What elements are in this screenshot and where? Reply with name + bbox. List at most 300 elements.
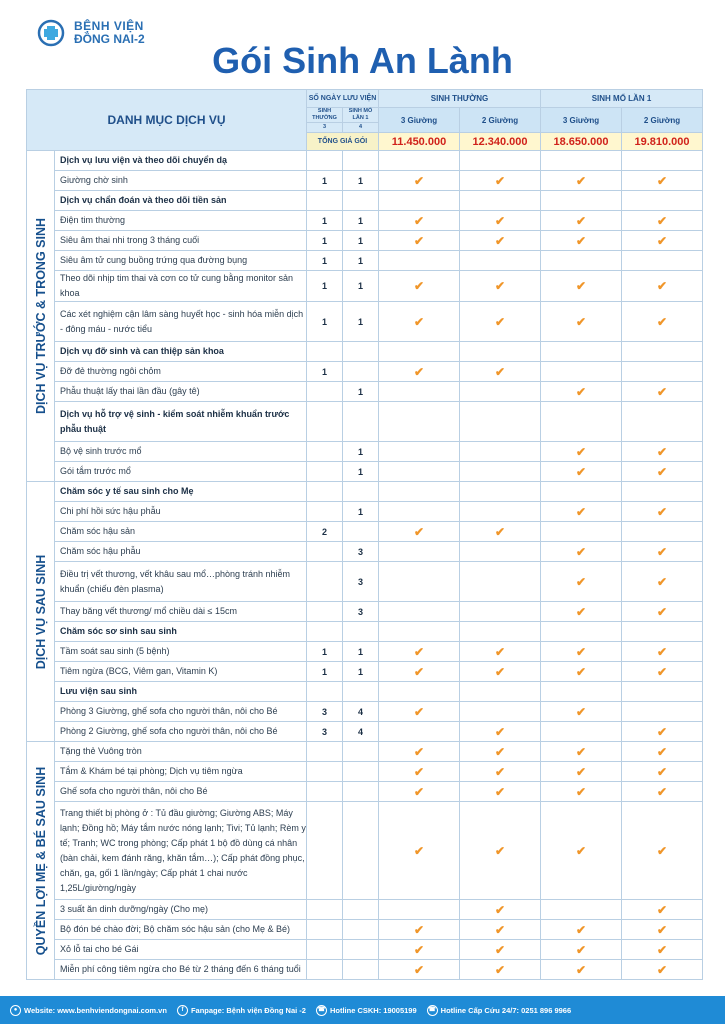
empty-cell [379,502,460,522]
price: 11.450.000 [379,133,460,151]
days-csection-cell: 1 [343,462,379,482]
service-name: Tắm & Khám bé tại phòng; Dịch vụ tiêm ngừa [55,762,307,782]
section-label: QUYỀN LỢI MẸ & BÉ SAU SINH [33,766,48,955]
subsection-title: Dịch vụ đỡ sinh và can thiệp sản khoa [55,342,307,362]
check-icon: ✔ [541,642,622,662]
group-csection-header: SINH MỔ LẦN 1 [541,90,703,108]
days-normal-label: SINH THƯỜNG [307,108,343,123]
days-header: SỐ NGÀY LƯU VIỆN [307,90,379,108]
empty-cell [460,682,541,702]
empty-cell [460,251,541,271]
days-csection-cell: 1 [343,662,379,682]
empty-cell [622,251,703,271]
days-normal-cell [307,502,343,522]
days-csection-cell [343,802,379,900]
days-normal-cell [307,782,343,802]
check-icon: ✔ [379,302,460,342]
empty-cell [379,562,460,602]
empty-cell [343,482,379,502]
days-normal-cell [307,940,343,960]
price: 12.340.000 [460,133,541,151]
empty-cell [622,682,703,702]
days-csection-cell: 1 [343,502,379,522]
days-normal-cell [307,562,343,602]
days-csection-cell: 1 [343,271,379,302]
page-title: Gói Sinh An Lành [212,40,513,81]
check-icon: ✔ [460,900,541,920]
empty-cell [460,622,541,642]
check-icon: ✔ [541,302,622,342]
check-icon: ✔ [460,642,541,662]
empty-cell [379,382,460,402]
empty-cell [307,151,343,171]
check-icon: ✔ [379,802,460,900]
check-icon: ✔ [622,642,703,662]
check-icon: ✔ [460,722,541,742]
service-name: Điều trị vết thương, vết khâu sau mổ…phòng tránh nhiễm khuẩn (chiếu đèn plasma) [55,562,307,602]
service-name: Phòng 3 Giường, ghế sofa cho người thân, nôi cho Bé [55,702,307,722]
days-normal-cell: 1 [307,642,343,662]
empty-cell [460,382,541,402]
days-csection-cell: 1 [343,642,379,662]
subsection-title: Dịch vụ chẩn đoán và theo dõi tiền sản [55,191,307,211]
check-icon: ✔ [622,271,703,302]
check-icon: ✔ [379,702,460,722]
logo-line1: BỆNH VIỆN [74,19,144,33]
service-name: Giường chờ sinh [55,171,307,191]
phone-icon: ☎ [427,1005,438,1016]
table-row [27,211,703,231]
check-icon: ✔ [379,920,460,940]
empty-cell [541,722,622,742]
check-icon: ✔ [541,940,622,960]
subsection-title: Dịch vụ lưu viện và theo dõi chuyển dạ [55,151,307,171]
check-icon: ✔ [622,382,703,402]
service-name: Chăm sóc hậu phẫu [55,542,307,562]
days-normal-cell [307,742,343,762]
empty-cell [622,151,703,171]
check-icon: ✔ [541,662,622,682]
days-csection-cell [343,920,379,940]
section-label: DỊCH VỤ TRƯỚC & TRONG SINH [33,217,48,415]
check-icon: ✔ [541,562,622,602]
check-icon: ✔ [541,802,622,900]
service-name: Chi phí hồi sức hậu phẫu [55,502,307,522]
check-icon: ✔ [379,782,460,802]
subsection-title: Chăm sóc y tế sau sinh cho Mẹ [55,482,307,502]
check-icon: ✔ [379,171,460,191]
days-normal-cell [307,462,343,482]
empty-cell [379,151,460,171]
empty-cell [541,522,622,542]
empty-cell [541,362,622,382]
footer-website[interactable]: ● Website: www.benhviendongnai.com.vn [10,1005,167,1016]
days-csection-cell: 1 [343,211,379,231]
sub-header: 3 Giường [541,108,622,133]
check-icon: ✔ [622,900,703,920]
days-normal-cell: 3 [307,702,343,722]
table-row [27,442,703,462]
subsection-title: Dịch vụ hỗ trợ vệ sinh - kiểm soát nhiễm khuẩn trước phẫu thuật [55,402,307,442]
check-icon: ✔ [541,702,622,722]
empty-cell [622,362,703,382]
check-icon: ✔ [622,802,703,900]
days-csection-cell [343,900,379,920]
check-icon: ✔ [541,762,622,782]
check-icon: ✔ [379,271,460,302]
subsection-row [27,402,703,442]
table-row [27,900,703,920]
days-normal-cell: 3 [307,722,343,742]
empty-cell [343,151,379,171]
check-icon: ✔ [622,462,703,482]
check-icon: ✔ [622,662,703,682]
check-icon: ✔ [541,462,622,482]
service-name: Siêu âm thai nhi trong 3 tháng cuối [55,231,307,251]
check-icon: ✔ [379,211,460,231]
service-name: Các xét nghiệm cận lâm sàng huyết học - sinh hóa miễn dịch - đông máu - nước tiểu [55,302,307,342]
price: 19.810.000 [622,133,703,151]
empty-cell [379,622,460,642]
table-row [27,502,703,522]
check-icon: ✔ [622,562,703,602]
logo-line2: ĐỒNG NAI-2 [74,32,145,46]
check-icon: ✔ [460,742,541,762]
days-normal-cell: 1 [307,271,343,302]
days-csection-cell: 1 [343,302,379,342]
service-name: Tặng thẻ Vuông tròn [55,742,307,762]
section-label-cell [27,742,55,980]
check-icon: ✔ [622,211,703,231]
table-row [27,940,703,960]
days-normal-cell [307,960,343,980]
header [0,0,725,88]
check-icon: ✔ [460,782,541,802]
days-csection-cell: 4 [343,722,379,742]
check-icon: ✔ [541,171,622,191]
empty-cell [379,900,460,920]
days-csection-label: SINH MỔ LẦN 1 [343,108,379,123]
table-row [27,542,703,562]
sub-header: 2 Giường [460,108,541,133]
check-icon: ✔ [622,502,703,522]
empty-cell [460,442,541,462]
table-row [27,382,703,402]
service-table [26,89,703,980]
table-row [27,920,703,940]
subsection-title: Chăm sóc sơ sinh sau sinh [55,622,307,642]
check-icon: ✔ [541,271,622,302]
check-icon: ✔ [541,782,622,802]
empty-cell [379,342,460,362]
table-row [27,302,703,342]
service-name: Theo dõi nhịp tim thai và cơn co tử cung bằng monitor sản khoa [55,271,307,302]
days-csection-cell [343,782,379,802]
table-row [27,662,703,682]
sub-header: 2 Giường [622,108,703,133]
empty-cell [622,702,703,722]
service-name: Ghế sofa cho người thân, nôi cho Bé [55,782,307,802]
days-csection-cell: 3 [343,542,379,562]
table-row [27,562,703,602]
table-row [27,171,703,191]
service-name: Chăm sóc hậu sản [55,522,307,542]
subsection-row [27,482,703,502]
table-row [27,742,703,762]
days-normal-value: 3 [307,123,343,133]
check-icon: ✔ [460,302,541,342]
check-icon: ✔ [379,362,460,382]
service-name: Thay băng vết thương/ mổ chiều dài ≤ 15cm [55,602,307,622]
table-row [27,602,703,622]
days-csection-cell: 4 [343,702,379,722]
days-csection-cell: 1 [343,231,379,251]
empty-cell [379,442,460,462]
footer-hotline-emergency[interactable]: ☎ Hotline Cấp Cứu 24/7: 0251 896 9966 [428,1005,572,1015]
category-header: DANH MỤC DỊCH VỤ [27,90,307,151]
empty-cell [343,402,379,442]
check-icon: ✔ [622,602,703,622]
empty-cell [622,342,703,362]
table-row [27,251,703,271]
service-name: Tiêm ngừa (BCG, Viêm gan, Vitamin K) [55,662,307,682]
check-icon: ✔ [379,522,460,542]
empty-cell [343,622,379,642]
phone-icon: ☎ [316,1005,327,1016]
table-row [27,231,703,251]
empty-cell [307,622,343,642]
table-row [27,702,703,722]
empty-cell [460,462,541,482]
check-icon: ✔ [622,782,703,802]
empty-cell [460,191,541,211]
empty-cell [379,542,460,562]
days-normal-cell: 1 [307,662,343,682]
days-normal-cell [307,602,343,622]
table-row [27,271,703,302]
empty-cell [343,342,379,362]
empty-cell [460,542,541,562]
days-normal-cell [307,762,343,782]
days-normal-cell: 2 [307,522,343,542]
check-icon: ✔ [541,231,622,251]
empty-cell [379,402,460,442]
table-row [27,782,703,802]
days-normal-cell [307,442,343,462]
table-row [27,960,703,980]
table-row [27,522,703,542]
days-normal-cell: 1 [307,211,343,231]
check-icon: ✔ [379,642,460,662]
days-normal-cell: 1 [307,362,343,382]
days-csection-cell [343,960,379,980]
check-icon: ✔ [622,920,703,940]
empty-cell [460,151,541,171]
empty-cell [541,622,622,642]
empty-cell [343,191,379,211]
check-icon: ✔ [622,542,703,562]
check-icon: ✔ [460,960,541,980]
check-icon: ✔ [541,211,622,231]
service-name: Đỡ đẻ thường ngôi chỏm [55,362,307,382]
section-label-cell [27,482,55,742]
service-name: Miễn phí công tiêm ngừa cho Bé từ 2 tháng đến 6 tháng tuổi [55,960,307,980]
service-name: Xỏ lỗ tai cho bé Gái [55,940,307,960]
empty-cell [460,602,541,622]
check-icon: ✔ [379,662,460,682]
empty-cell [307,482,343,502]
days-csection-cell: 3 [343,562,379,602]
days-csection-cell [343,762,379,782]
total-label: TỔNG GIÁ GÓI [307,133,379,151]
table-row [27,762,703,782]
days-csection-cell: 1 [343,171,379,191]
check-icon: ✔ [460,662,541,682]
service-name: Gói tắm trước mổ [55,462,307,482]
days-normal-cell: 1 [307,251,343,271]
check-icon: ✔ [460,920,541,940]
table-row [27,802,703,900]
days-csection-cell: 1 [343,251,379,271]
check-icon: ✔ [541,442,622,462]
check-icon: ✔ [622,302,703,342]
empty-cell [622,191,703,211]
check-icon: ✔ [622,442,703,462]
days-normal-cell: 1 [307,171,343,191]
subsection-title: Lưu viện sau sinh [55,682,307,702]
table-row [27,362,703,382]
empty-cell [460,482,541,502]
empty-cell [622,522,703,542]
check-icon: ✔ [460,171,541,191]
subsection-row [27,682,703,702]
footer [0,996,725,1024]
check-icon: ✔ [541,382,622,402]
check-icon: ✔ [460,231,541,251]
check-icon: ✔ [541,602,622,622]
subsection-row [27,622,703,642]
service-name: Bộ vệ sinh trước mổ [55,442,307,462]
days-normal-cell [307,382,343,402]
empty-cell [541,482,622,502]
check-icon: ✔ [379,231,460,251]
empty-cell [541,191,622,211]
days-normal-cell: 1 [307,302,343,342]
empty-cell [379,251,460,271]
service-name: Bộ đón bé chào đời; Bộ chăm sóc hậu sản (cho Mẹ & Bé) [55,920,307,940]
empty-cell [622,482,703,502]
subsection-row [27,191,703,211]
section-label: DỊCH VỤ SAU SINH [33,554,48,669]
service-name: Phẫu thuật lấy thai lần đầu (gây tê) [55,382,307,402]
check-icon: ✔ [622,171,703,191]
empty-cell [541,682,622,702]
check-icon: ✔ [460,522,541,542]
subsection-row [27,342,703,362]
check-icon: ✔ [541,960,622,980]
check-icon: ✔ [541,920,622,940]
empty-cell [541,402,622,442]
group-normal-header: SINH THƯỜNG [379,90,541,108]
facebook-icon: f [177,1005,188,1016]
empty-cell [460,342,541,362]
empty-cell [541,151,622,171]
service-name: Phòng 2 Giường, ghế sofa cho người thân, nôi cho Bé [55,722,307,742]
empty-cell [460,562,541,602]
check-icon: ✔ [379,762,460,782]
empty-cell [541,251,622,271]
service-name: Tầm soát sau sinh (5 bệnh) [55,642,307,662]
days-normal-cell [307,920,343,940]
service-name: Điện tim thường [55,211,307,231]
empty-cell [541,900,622,920]
check-icon: ✔ [622,722,703,742]
table-row [27,722,703,742]
table-row [27,642,703,662]
empty-cell [541,342,622,362]
empty-cell [460,502,541,522]
days-csection-cell [343,742,379,762]
check-icon: ✔ [379,940,460,960]
table-row [27,462,703,482]
check-icon: ✔ [460,802,541,900]
days-csection-cell: 1 [343,442,379,462]
price: 18.650.000 [541,133,622,151]
days-csection-cell [343,522,379,542]
days-csection-cell: 3 [343,602,379,622]
empty-cell [307,402,343,442]
empty-cell [379,682,460,702]
empty-cell [379,602,460,622]
subsection-row [27,151,703,171]
check-icon: ✔ [622,762,703,782]
empty-cell [379,482,460,502]
check-icon: ✔ [622,742,703,762]
check-icon: ✔ [460,271,541,302]
globe-icon: ● [10,1005,21,1016]
sub-header: 3 Giường [379,108,460,133]
check-icon: ✔ [541,502,622,522]
check-icon: ✔ [622,231,703,251]
check-icon: ✔ [379,960,460,980]
empty-cell [379,462,460,482]
check-icon: ✔ [460,940,541,960]
days-normal-cell [307,900,343,920]
service-name: Siêu âm tử cung buồng trứng qua đường bụng [55,251,307,271]
empty-cell [460,702,541,722]
empty-cell [622,402,703,442]
days-csection-cell: 1 [343,382,379,402]
days-normal-cell [307,542,343,562]
empty-cell [307,682,343,702]
days-csection-cell [343,940,379,960]
check-icon: ✔ [460,362,541,382]
check-icon: ✔ [460,211,541,231]
check-icon: ✔ [622,960,703,980]
footer-hotline-cskh[interactable]: ☎ Hotline CSKH: 19005199 [317,1005,417,1015]
empty-cell [460,402,541,442]
empty-cell [379,191,460,211]
footer-fanpage[interactable]: f Fanpage: Bệnh viện Đồng Nai -2 [177,1005,306,1016]
check-icon: ✔ [460,762,541,782]
days-normal-cell: 1 [307,231,343,251]
service-name: Trang thiết bị phòng ở : Tủ đầu giường; Giường ABS; Máy lạnh; Đồng hồ; Máy tắm nước nóng lạnh; Tivi; Tủ lạnh; Rèm y tế; Tranh; WC trong phòng; Cấp phát 1 bộ đồ dùng cá nhân (bàn chải, kem đánh răng, khăn tắm…); Cấp phát đồng phục, chăn, ga, gối 1 lần/ngày; Cấp phát 1 chai nước 1,25L/giường/ngày [55,802,307,900]
check-icon: ✔ [379,742,460,762]
check-icon: ✔ [622,940,703,960]
section-label-cell [27,151,55,482]
check-icon: ✔ [541,542,622,562]
empty-cell [622,622,703,642]
